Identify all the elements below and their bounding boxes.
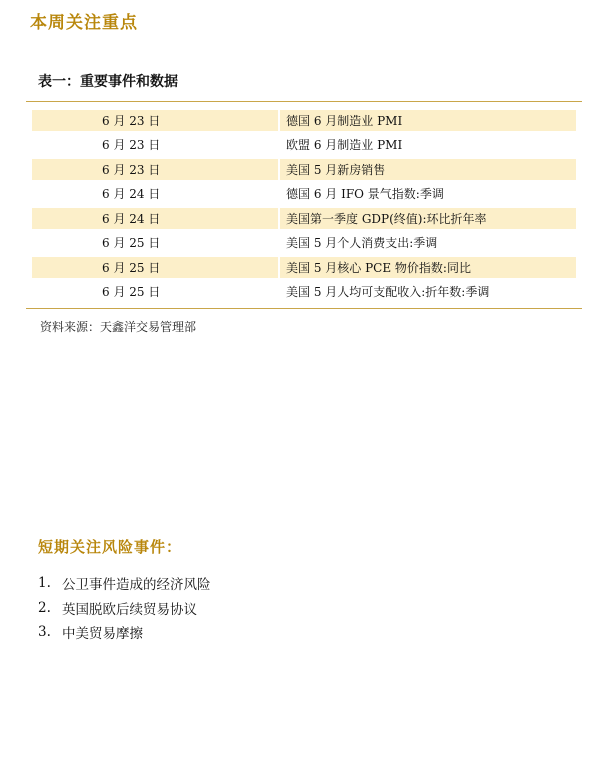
date-cell: 6 月 24 日 xyxy=(32,208,278,229)
table-row xyxy=(26,182,582,207)
event-cell: 欧盟 6 月制造业 PMI xyxy=(286,138,403,153)
list-item xyxy=(38,620,211,645)
table-row xyxy=(26,231,582,256)
date-cell: 6 月 25 日 xyxy=(102,285,161,300)
date-cell: 6 月 24 日 xyxy=(102,187,161,202)
date-cell: 6 月 23 日 xyxy=(102,138,161,153)
table-source-note: 资料来源：天鑫洋交易管理部 xyxy=(40,320,197,334)
list-item-number: 2. xyxy=(38,599,51,616)
event-cell: 德国 6 月制造业 PMI xyxy=(280,110,576,131)
table-title: 表一：重要事件和数据 xyxy=(38,74,178,90)
table-row xyxy=(26,206,582,231)
date-cell: 6 月 23 日 xyxy=(32,110,278,131)
events-table xyxy=(26,101,582,309)
list-item xyxy=(38,596,211,621)
list-item-number: 3. xyxy=(38,624,51,641)
event-cell: 美国 5 月核心 PCE 物价指数:同比 xyxy=(280,257,576,278)
table-row xyxy=(26,133,582,158)
list-item-text: 中美贸易摩擦 xyxy=(62,626,143,643)
table-row xyxy=(26,280,582,305)
date-cell: 6 月 25 日 xyxy=(102,236,161,251)
table-row xyxy=(26,108,582,133)
list-item-text: 英国脱欧后续贸易协议 xyxy=(62,601,197,618)
risk-list xyxy=(38,571,211,645)
table-row xyxy=(26,157,582,182)
table-row xyxy=(26,255,582,280)
list-item xyxy=(38,571,211,596)
list-item-text: 公卫事件造成的经济风险 xyxy=(62,577,211,594)
risk-section-title: 短期关注风险事件： xyxy=(38,538,183,556)
event-cell: 美国 5 月个人消费支出:季调 xyxy=(286,236,438,251)
event-cell: 德国 6 月 IFO 景气指数:季调 xyxy=(286,187,444,202)
event-cell: 美国第一季度 GDP(终值):环比折年率 xyxy=(280,208,576,229)
page-title: 本周关注重点 xyxy=(30,13,138,33)
event-cell: 美国 5 月新房销售 xyxy=(280,159,576,180)
event-cell: 美国 5 月人均可支配收入:折年数:季调 xyxy=(286,285,490,300)
date-cell: 6 月 25 日 xyxy=(32,257,278,278)
date-cell: 6 月 23 日 xyxy=(32,159,278,180)
list-item-number: 1. xyxy=(38,575,51,592)
